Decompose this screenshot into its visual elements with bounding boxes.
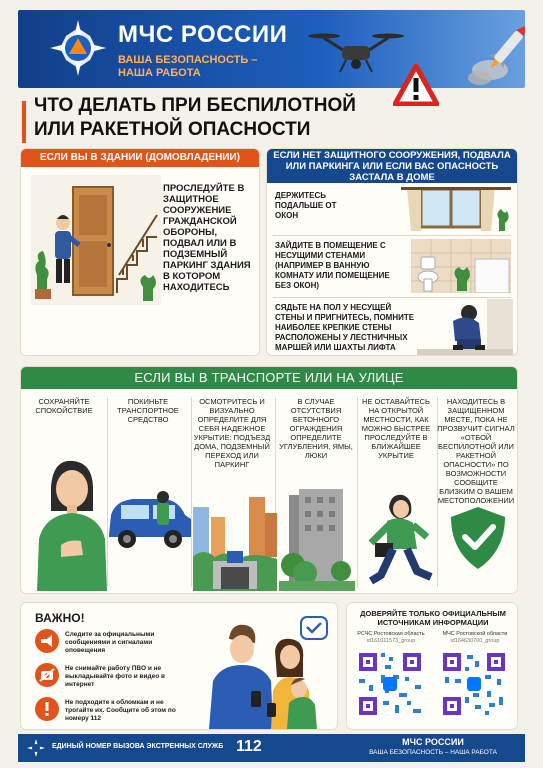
brand-slogan xyxy=(118,54,288,80)
no-shelter-item-1: ДЕРЖИТЕСЬ ПОДАЛЬШЕ ОТ ОКОН xyxy=(275,191,337,220)
qr-source-1-name: РСЧС Ростовская область xyxy=(357,631,425,637)
no-camera-icon xyxy=(35,663,59,687)
no-shelter-item-3: СЯДЬТЕ НА ПОЛ У НЕСУЩЕЙ СТЕНЫ И ПРИГНИТЕСЬ, ПОМНИТЕ НАИБОЛЕЕ КРЕПКИЕ СТЕНЫ РАСПОЛОЖЕНЫ У ЛЕСТНИЧНЫХ МАРШЕЙ ИЛИ ШАХТЫ ЛИФТА xyxy=(275,303,415,352)
important-item-2: Не снимайте работу ПВО и не выкладывайте фото и видео в интернет xyxy=(65,665,166,688)
footer-bar xyxy=(18,734,525,762)
qr-source-1-label xyxy=(351,631,431,645)
mchs-emblem-icon xyxy=(48,18,108,78)
page-title-line-2: ИЛИ РАКЕТНОЙ ОПАСНОСТИ xyxy=(34,119,311,140)
no-shelter-item-2: ЗАЙДИТЕ В ПОМЕЩЕНИЕ С НЕСУЩИМИ СТЕНАМИ (НАПРИМЕР В ВАННУЮ КОМНАТУ ИЛИ ПОМЕЩЕНИЕ БЕЗ ОКОН) xyxy=(275,241,390,290)
exclamation-icon xyxy=(35,697,59,721)
transport-step-2: ПОКИНЬТЕ ТРАНСПОРТНОЕ СРЕДСТВО xyxy=(117,397,179,424)
warning-triangle-icon xyxy=(393,64,439,106)
car-exit-illustration xyxy=(107,485,193,555)
crouching-person-illustration xyxy=(417,299,513,355)
page-title-line-1: ЧТО ДЕЛАТЬ ПРИ БЕСПИЛОТНОЙ xyxy=(34,95,356,116)
megaphone-icon xyxy=(35,629,59,653)
transport-panel xyxy=(20,366,518,594)
row-divider xyxy=(273,235,511,236)
bathroom-illustration xyxy=(411,239,511,293)
building-heading: ЕСЛИ ВЫ В ЗДАНИИ (ДОМОВЛАДЕНИИ) xyxy=(21,149,259,167)
transport-heading: ЕСЛИ ВЫ В ТРАНСПОРТЕ ИЛИ НА УЛИЦЕ xyxy=(21,367,517,389)
family-with-phones-illustration xyxy=(191,611,337,729)
page-title xyxy=(34,94,394,142)
row-divider xyxy=(273,297,511,298)
emergency-number[interactable]: 112 xyxy=(236,738,262,755)
qr-code-2[interactable] xyxy=(439,649,509,719)
important-item-1: Следите за официальными сообщениями и сигналами оповещения xyxy=(65,631,155,654)
qr-code-1[interactable] xyxy=(355,649,425,719)
qr-source-2-name: МЧС Ростовской области xyxy=(442,631,508,637)
important-item-3: Не подходите к обломкам и не трогайте их. Сообщите об этом по номеру 112 xyxy=(65,699,176,722)
footer-brand: МЧС РОССИИ xyxy=(402,737,464,747)
door-stairs-illustration xyxy=(31,175,161,305)
transport-step-3: ОСМОТРИТЕСЬ И ВИЗУАЛЬНО ОПРЕДЕЛИТЕ ДЛЯ СЕБЯ НАДЕЖНОЕ УКРЫТИЕ: ПОДЪЕЗД ДОМА, ПОДЗЕМНЫЙ ПЕРЕХОД ИЛИ ПАРКИНГ xyxy=(193,397,271,469)
slogan-line-1: ВАША БЕЗОПАСНОСТЬ – xyxy=(118,54,258,66)
emergency-number-label: ЕДИНЫЙ НОМЕР ВЫЗОВА ЭКСТРЕННЫХ СЛУЖБ xyxy=(52,743,224,750)
building-panel xyxy=(20,148,260,356)
slogan-line-2: НАША РАБОТА xyxy=(118,67,201,79)
qr-source-2-label xyxy=(435,631,515,645)
building-instruction: ПРОСЛЕДУЙТЕ В ЗАЩИТНОЕ СООРУЖЕНИЕ ГРАЖДАНСКОЙ ОБОРОНЫ, ПОДВАЛ ИЛИ В ПОДЗЕМНЫЙ ПАРКИНГ ЗДАНИЯ В КОТОРОМ НАХОДИТЕСЬ xyxy=(163,183,251,293)
transport-step-5: НЕ ОСТАВАЙТЕСЬ НА ОТКРЫТОЙ МЕСТНОСТИ, КАК МОЖНО БЫСТРЕЕ ПРОСЛЕДУЙТЕ В БЛИЖАЙШЕЕ УКРЫТИЕ xyxy=(361,397,431,460)
mchs-emblem-icon xyxy=(26,738,46,758)
window-illustration xyxy=(401,187,511,233)
brand-title: МЧС РОССИИ xyxy=(118,21,288,48)
official-sources-panel xyxy=(346,602,518,730)
drone-icon xyxy=(306,26,406,76)
transport-step-1: СОХРАНЯЙТЕ СПОКОЙСТВИЕ xyxy=(35,397,93,415)
no-shelter-panel xyxy=(266,148,518,356)
transport-step-4: В СЛУЧАЕ ОТСУТСТВИЯ БЕТОННОГО ОГРАЖДЕНИЯ ОПРЕДЕЛИТЕ УГЛУБЛЕНИЯ, ЯМЫ, ЛЮКИ xyxy=(279,397,353,460)
qr-source-1-id: id161011573_group xyxy=(366,638,416,644)
header-banner xyxy=(18,10,525,88)
concrete-building-illustration xyxy=(279,485,355,591)
shield-check-icon xyxy=(447,505,509,571)
transport-step-6: НАХОДИТЕСЬ В ЗАЩИЩЕННОМ МЕСТЕ, ПОКА НЕ ПРОЗВУЧИТ СИГНАЛ «ОТБОЙ БЕСПИЛОТНОЙ ИЛИ РАКЕТНОЙ ОПАСНОСТИ» ПО ВОЗМОЖНОСТИ СООБЩИТЕ БЛИЗКИМ О ВАШЕМ МЕСТОПОЛОЖЕНИИ xyxy=(437,397,515,505)
official-sources-title: ДОВЕРЯЙТЕ ТОЛЬКО ОФИЦИАЛЬНЫМ ИСТОЧНИКАМ ИНФОРМАЦИИ xyxy=(360,609,506,627)
no-shelter-heading: ЕСЛИ НЕТ ЗАЩИТНОГО СООРУЖЕНИЯ, ПОДВАЛА ИЛИ ПАРКИНГА ИЛИ ЕСЛИ ВАС ОПАСНОСТЬ ЗАСТАЛА В ДОМЕ xyxy=(267,149,517,183)
rocket-icon xyxy=(468,18,525,88)
important-panel xyxy=(20,602,338,730)
running-woman-illustration xyxy=(361,491,437,591)
underpass-illustration xyxy=(193,497,277,591)
calm-woman-illustration xyxy=(31,453,111,591)
important-title: ВАЖНО! xyxy=(35,611,85,625)
footer-slogan: ВАША БЕЗОПАСНОСТЬ – НАША РАБОТА xyxy=(369,749,497,756)
qr-source-2-id: id164630700_group xyxy=(450,638,500,644)
title-accent-bar xyxy=(22,101,26,143)
